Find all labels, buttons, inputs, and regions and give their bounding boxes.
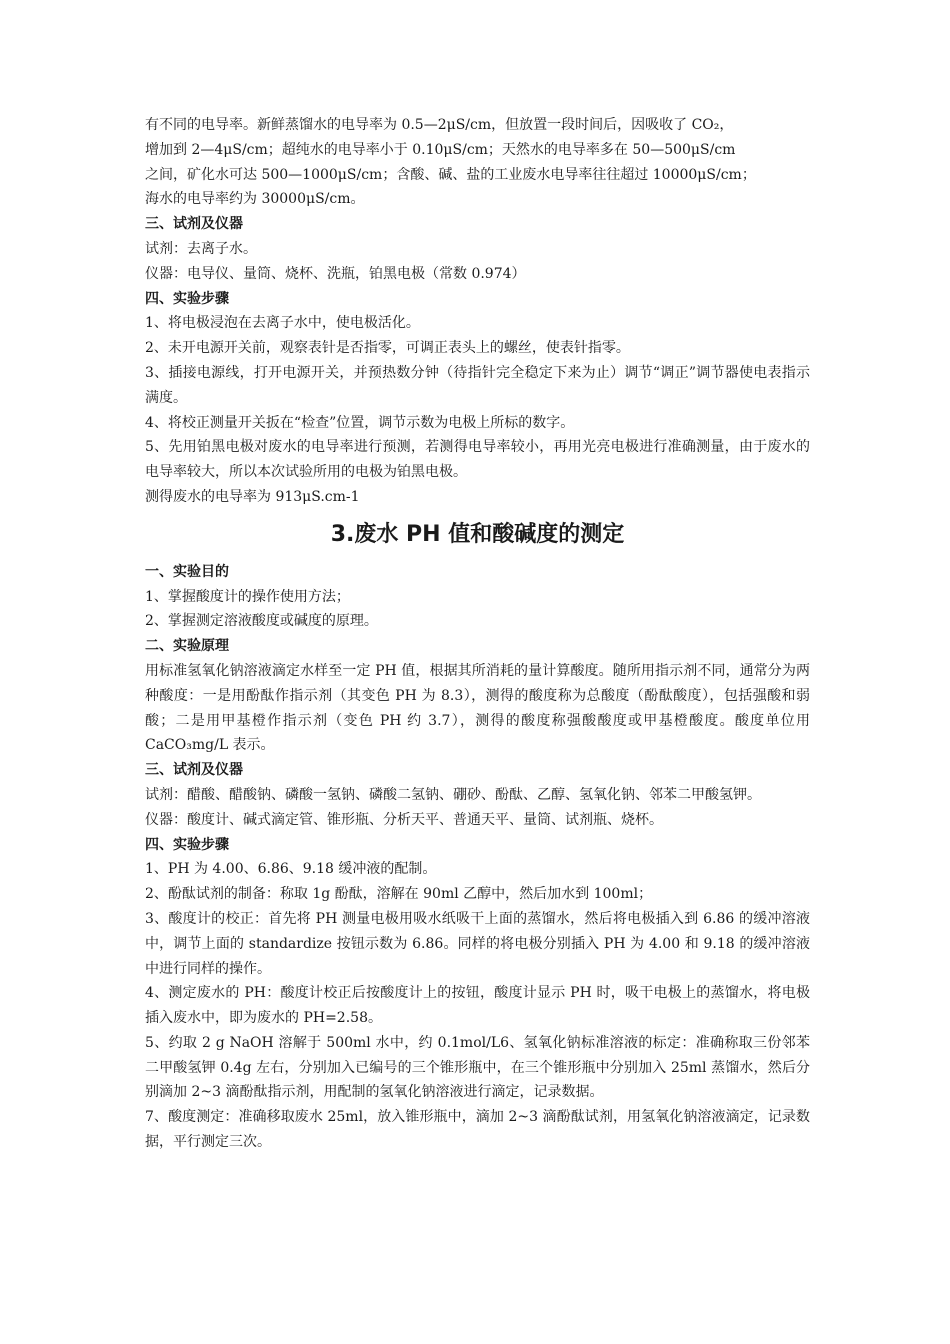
intro-line: 海水的电导率约为 30000μS/cm。 — [145, 191, 365, 208]
instruments-text: 仪器：酸度计、碱式滴定管、锥形瓶、分析天平、普通天平、量筒、试剂瓶、烧杯。 — [145, 811, 663, 828]
step-item: 1、将电极浸泡在去离子水中，使电极活化。 — [145, 315, 420, 332]
reagents-heading: 三、试剂及仪器 — [145, 216, 243, 233]
step-item: 2、未开电源开关前，观察表针是否指零，可调正表头上的螺丝，使表针指零。 — [145, 340, 630, 357]
intro-line: 有不同的电导率。新鲜蒸馏水的电导率为 0.5—2μS/cm，但放置一段时间后，因吸收了 CO₂， — [145, 117, 734, 133]
step-item: 3、酸度计的校正：首先将 PH 测量电极用吸水纸吸干上面的蒸馏水，然后将电极插入到 6.86 的缓冲溶液中，调节上面的 standardize 按钮示数为 6.86。同样的将电极分别插入 PH 为 4.00 和 9.18 的缓冲溶液中进行同样的操作。 — [145, 910, 810, 977]
step-item: 4、将校正测量开关扳在“检查”位置，调节示数为电极上所标的数字。 — [145, 414, 575, 431]
step-item: 5、先用铂黑电极对废水的电导率进行预测，若测得电导率较小，再用光亮电极进行准确测量，由于废水的电导率较大，所以本次试验所用的电极为铂黑电极。 — [145, 439, 810, 481]
purpose-item: 2、掌握测定溶液酸度或碱度的原理。 — [145, 613, 378, 630]
step-item: 3、插接电源线，打开电源开关，并预热数分钟（待指针完全稳定下来为止）调节“调正”调节器使电表指示满度。 — [145, 364, 810, 406]
step-item: 4、测定废水的 PH：酸度计校正后按酸度计上的按钮，酸度计显示 PH 时，吸干电极上的蒸馏水，将电极插入废水中，即为废水的 PH=2.58。 — [145, 985, 810, 1027]
intro-line: 增加到 2—4μS/cm；超纯水的电导率小于 0.10μS/cm；天然水的电导率多在 50—500μS/cm — [145, 141, 736, 158]
steps-heading: 四、实验步骤 — [145, 836, 229, 853]
step-item: 5、约取 2 g NaOH 溶解于 500ml 水中，约 0.1mol/L6、氢氧化钠标准溶液的标定：准确称取三份邻苯二甲酸氢钾 0.4g 左右，分别加入已编号的三个锥形瓶中，在三个锥形瓶中分别加入 25ml 蒸馏水，然后分别滴加 2~3 滴酚酞指示剂，用配制的氢氧化钠溶液进行滴定，记录数据。 — [145, 1034, 810, 1101]
purpose-heading: 一、实验目的 — [145, 563, 229, 580]
step-item: 2、酚酞试剂的制备：称取 1g 酚酞，溶解在 90ml 乙醇中，然后加水到 100ml； — [145, 886, 653, 903]
principle-text: 用标准氢氧化钠溶液滴定水样至一定 PH 值，根据其所消耗的量计算酸度。随所用指示剂不同，通常分为两种酸度：一是用酚酞作指示剂（其变色 PH 为 8.3），测得的酸度称为总酸度（酚酞酸度），包括强酸和弱酸；二是用甲基橙作指示剂（变色 PH 约 3.7），测得的酸度称强酸酸度或甲基橙酸度。酸度单位用 CaCO₃mg/L 表示。 — [145, 662, 810, 754]
step-item: 1、PH 为 4.00、6.86、9.18 缓冲液的配制。 — [145, 861, 437, 878]
steps-heading: 四、实验步骤 — [145, 290, 229, 307]
section-title: 3.废水 PH 值和酸碱度的测定 — [330, 521, 625, 547]
intro-paragraph — [145, 113, 810, 212]
reagents-text: 试剂：醋酸、醋酸钠、磷酸一氢钠、磷酸二氢钠、硼砂、酚酞、乙醇、氢氧化钠、邻苯二甲酸氢钾。 — [145, 786, 761, 803]
section-conductivity — [145, 212, 810, 510]
reagents-heading: 三、试剂及仪器 — [145, 762, 243, 779]
step-item: 7、酸度测定：准确移取废水 25ml，放入锥形瓶中，滴加 2~3 滴酚酞试剂，用氢氧化钠溶液滴定，记录数据，平行测定三次。 — [145, 1109, 810, 1151]
reagents-text: 试剂：去离子水。 — [145, 240, 257, 257]
purpose-item: 1、掌握酸度计的操作使用方法； — [145, 588, 350, 605]
intro-line: 之间，矿化水可达 500—1000μS/cm；含酸、碱、盐的工业废水电导率往往超过 10000μS/cm； — [145, 166, 756, 183]
instruments-text: 仪器：电导仪、量筒、烧杯、洗瓶，铂黑电极（常数 0.974） — [145, 265, 526, 282]
result-text: 测得废水的电导率为 913μS.cm-1 — [145, 488, 360, 505]
section-ph-acidity — [145, 560, 810, 1155]
document-page — [145, 113, 810, 1155]
principle-heading: 二、实验原理 — [145, 638, 229, 655]
